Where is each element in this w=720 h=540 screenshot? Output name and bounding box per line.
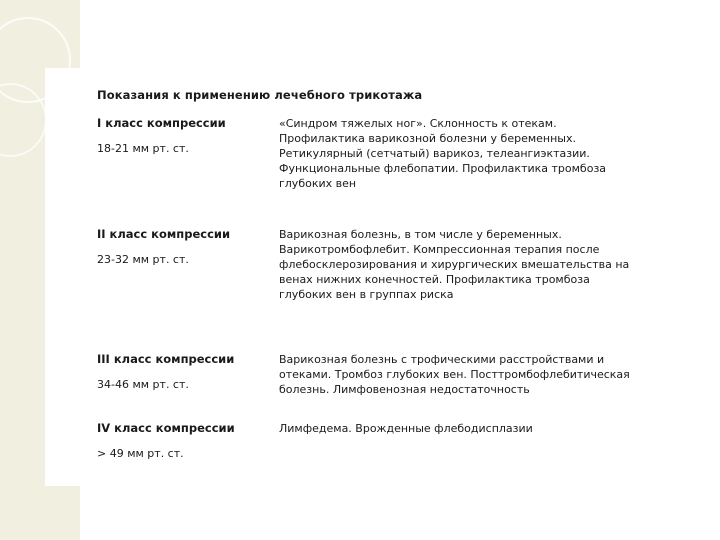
compression-indications: Варикозная болезнь, в том числе у беременных. Варикотромбофлебит. Компрессионная терапия после флебосклерозирования и хирургических вмешательства на венах нижних конечностей. Профилактика тромбоза глубоких вен в группах риска <box>279 228 630 301</box>
compression-class-name: II класс компрессии <box>97 227 231 241</box>
compression-class-name: III класс компрессии <box>97 352 235 366</box>
slide-content <box>45 68 720 486</box>
compression-pressure: 34-46 мм рт. ст. <box>97 378 189 391</box>
compression-indications: Варикозная болезнь с трофическими расстройствами и отеками. Тромбоз глубоких вен. Посттромбофлебитическая болезнь. Лимфовенозная недостаточность <box>279 353 630 396</box>
compression-pressure: 18-21 мм рт. ст. <box>97 142 189 155</box>
compression-class-name: IV класс компрессии <box>97 421 235 435</box>
compression-pressure: 23-32 мм рт. ст. <box>97 253 189 266</box>
compression-pressure: > 49 мм рт. ст. <box>97 447 184 460</box>
compression-class-name: I класс компрессии <box>97 116 226 130</box>
compression-indications: «Синдром тяжелых ног». Склонность к отекам. Профилактика варикозной болезни у беременных. Ретикулярный (сетчатый) варикоз, телеангиэктазии. Функциональные флебопатии. Профилактика тромбоза глубоких вен <box>279 117 607 190</box>
compression-indications: Лимфедема. Врожденные флебодисплазии <box>279 422 533 435</box>
slide-title: Показания к применению лечебного трикотажа <box>97 88 423 102</box>
